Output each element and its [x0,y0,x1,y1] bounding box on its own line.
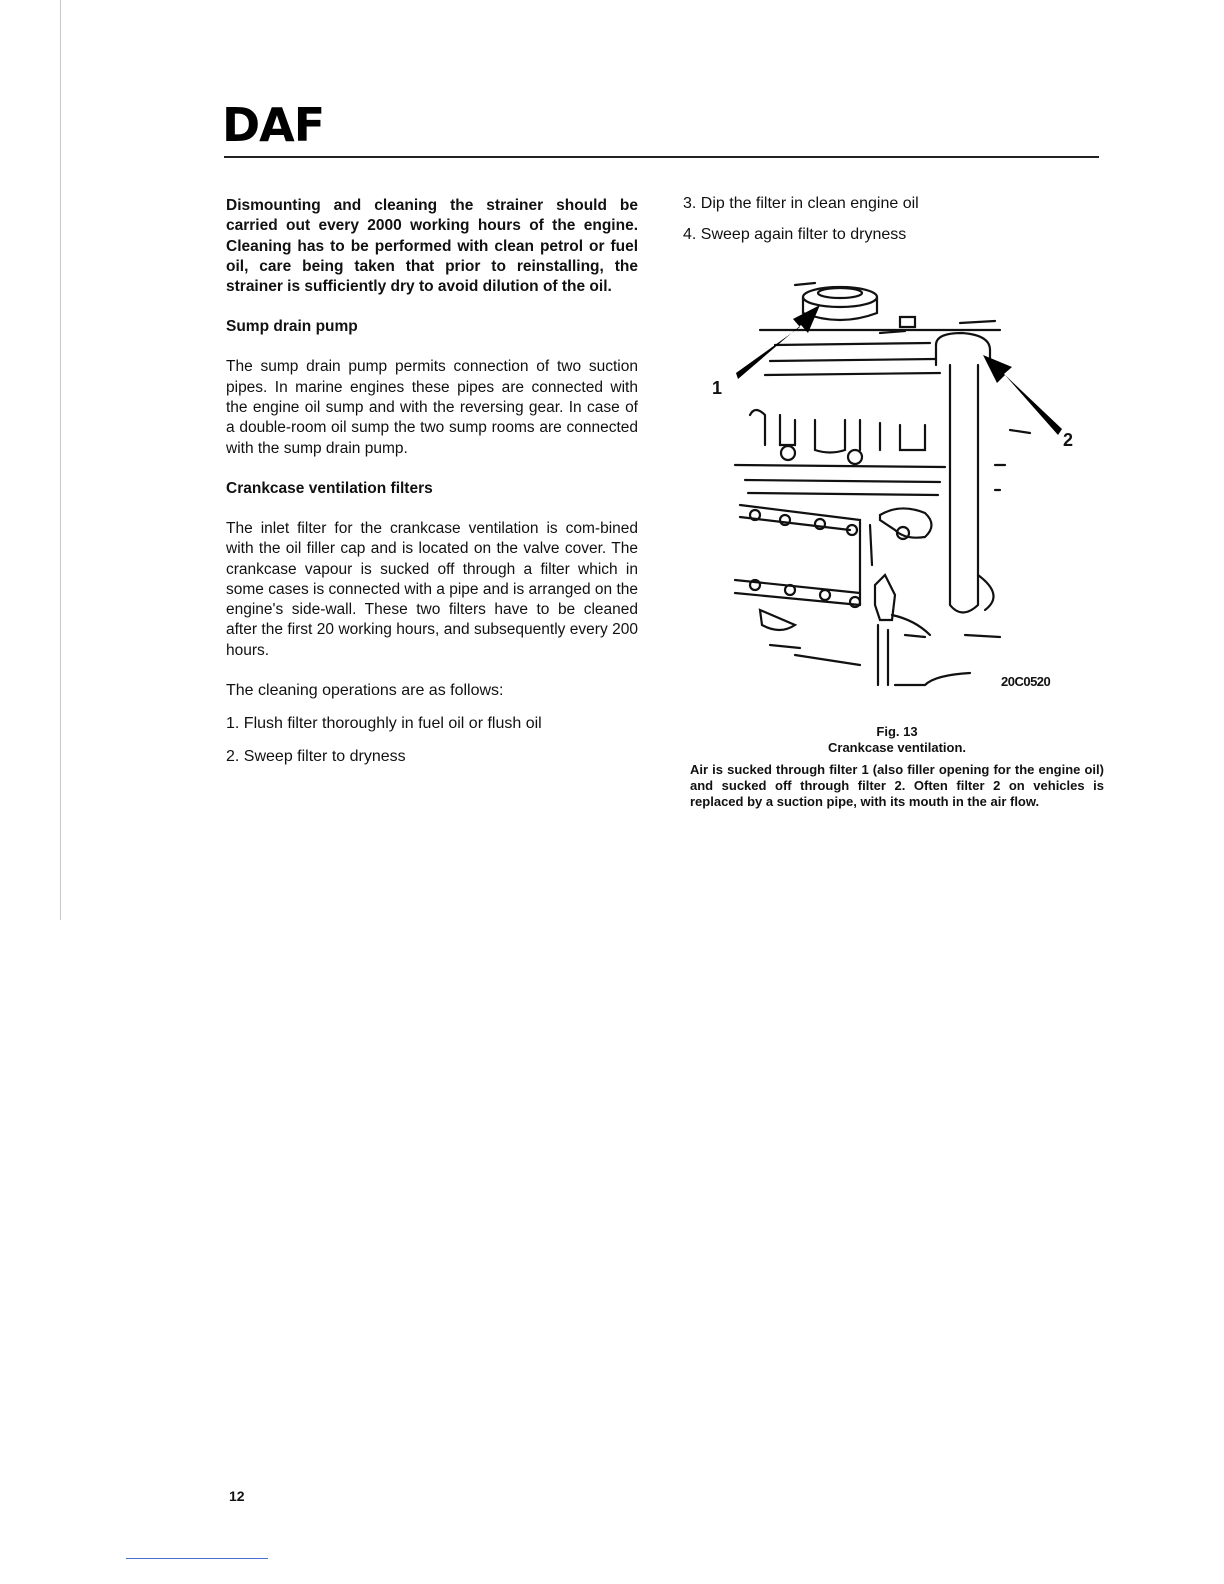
step-1: 1. Flush filter thoroughly in fuel oil or flush oil [226,715,542,733]
figure-title: Crankcase ventilation. [828,740,966,755]
right-column [683,194,1103,245]
engine-figure [700,275,1080,700]
scan-edge-line [60,0,61,920]
figure-number: Fig. 13 [876,724,918,739]
arrow-to-filter-2 [983,355,1062,435]
step-2: 2. Sweep filter to dryness [226,748,406,766]
figure-caption-text: Air is sucked through filter 1 (also filler opening for the engine oil) and sucked off through filter 2. Often filter 2 on vehicles is replaced by a suction pipe, with its mouth in the air flow. [690,762,1104,809]
sump-drain-heading: Sump drain pump [226,318,358,336]
figure-caption [690,724,1104,810]
engine-illustration [700,275,1080,700]
crankcase-heading: Crankcase ventilation filters [226,479,433,497]
crankcase-paragraph: The inlet filter for the crankcase ventilation is com-bined with the oil filler cap and is located on the valve cover. The crankcase vapour is sucked off through a filter which in some cases is connected with a pipe and is arranged on the engine's side-wall. These two filters have to be cleaned after the first 20 working hours, and subsequently every 200 hours. [226,519,638,659]
sump-drain-paragraph: The sump drain pump permits connection of two suction pipes. In marine engines these pipes are connected with the engine oil sump and with the reversing gear. In case of a double-room oil sump the two sump rooms are connected with the sump drain pump. [226,358,638,457]
daf-logo: DAF [222,98,325,152]
figure-label-1: 1 [712,378,723,398]
page-number: 12 [229,1488,245,1504]
header-rule [224,156,1099,158]
step-3: 3. Dip the filter in clean engine oil [683,195,919,212]
step-4: 4. Sweep again filter to dryness [683,226,907,243]
bottom-link-line [126,1558,268,1559]
operations-intro: The cleaning operations are as follows: [226,682,504,700]
arrow-to-filter-1 [736,305,820,379]
figure-code: 20C0520 [1001,674,1051,689]
left-column [226,196,638,767]
figure-label-2: 2 [1063,430,1074,450]
intro-paragraph: Dismounting and cleaning the strainer should be carried out every 2000 working hours of the engine. Cleaning has to be performed with clean petrol or fuel oil, care being taken that prior to reinstalling, the strainer is sufficiently dry to avoid dilution of the oil. [226,197,638,296]
